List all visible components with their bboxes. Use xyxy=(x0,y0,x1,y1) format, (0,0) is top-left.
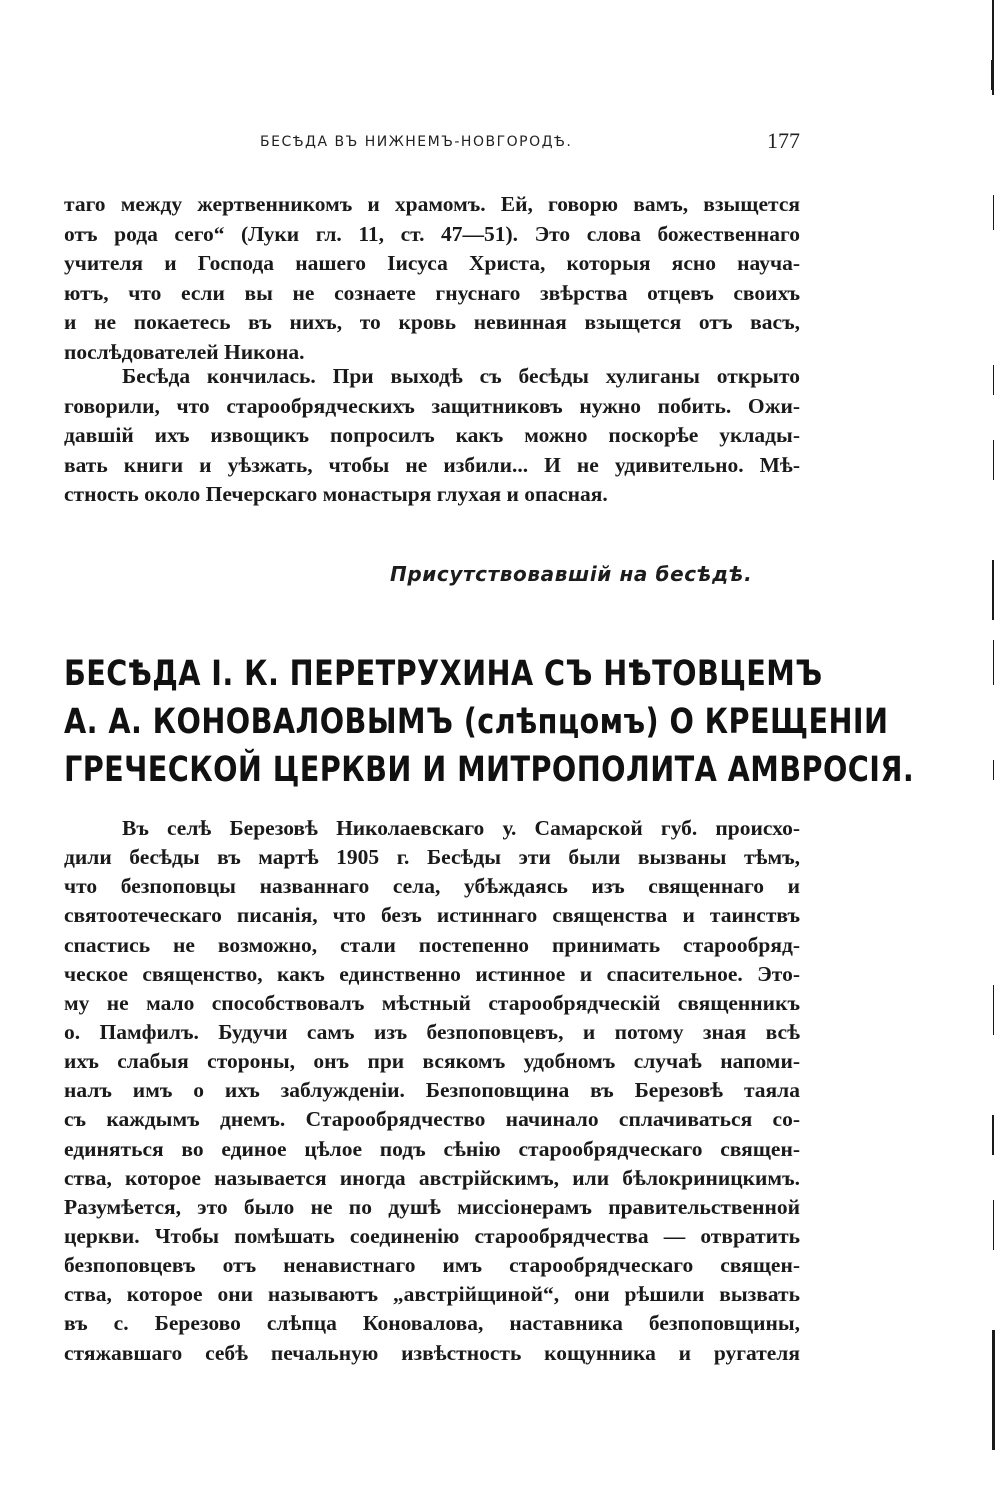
text-line: дили бесѣды въ мартѣ 1905 г. Бесѣды эти были вызваны тѣмъ, xyxy=(64,845,800,870)
text-line: стяжавшаго себѣ печальную извѣстность кощунника и ругателя xyxy=(64,1340,800,1365)
text-line: съ каждымъ днемъ. Старообрядчество начинало сплачиваться со- xyxy=(64,1107,800,1132)
text-line: давшій ихъ извощикъ попросилъ какъ можно поскорѣе уклады- xyxy=(64,423,800,448)
scan-edge-mark xyxy=(991,60,994,90)
text-line: говорили, что старообрядческихъ защитниковъ нужно побить. Ожи- xyxy=(64,393,800,418)
text-line: ютъ, что если вы не сознаете гнуснаго звѣрства отцевъ своихъ xyxy=(64,280,800,305)
heading-line: БЕСѢДА І. К. ПЕРЕТРУХИНА СЪ НѢТОВЦЕМЪ xyxy=(64,654,823,694)
text-line: Бесѣда кончилась. При выходѣ съ бесѣды хулиганы открыто xyxy=(122,364,800,388)
text-line: единяться во единое цѣлое подъ сѣнію старообрядческаго священ- xyxy=(64,1136,800,1161)
text-line: спастись не возможно, стали постепенно принимать старообряд- xyxy=(64,932,800,957)
text-line: таго между жертвенникомъ и храмомъ. Ей, говорю вамъ, взыщется xyxy=(64,192,800,216)
text-line: и не покаетесь въ нихъ, то кровь невинная взыщется отъ васъ, xyxy=(64,310,800,335)
scan-edge-mark xyxy=(993,640,994,685)
text-line: отъ рода сего“ (Луки гл. 11, ст. 47—51). Это слова божественнаго xyxy=(64,221,800,246)
heading-line: ГРЕЧЕСКОЙ ЦЕРКВИ И МИТРОПОЛИТА АМВРОСІЯ. xyxy=(64,750,915,790)
running-title: БЕСѢДА ВЪ НИЖНЕМЪ-НОВГОРОДѢ. xyxy=(260,134,573,150)
paragraph-conclusion xyxy=(64,362,800,510)
text-line: въ с. Березово слѣпца Коновалова, наставника безпоповщины, xyxy=(64,1311,800,1336)
text-line: Въ селѣ Березовѣ Николаевскаго у. Самарской губ. происхо- xyxy=(122,816,800,840)
scan-edge-marks xyxy=(986,0,1000,1504)
text-line: ства, которое они называютъ „австрійщиной“, они рѣшили вызвать xyxy=(64,1282,800,1307)
scan-edge-mark xyxy=(993,1200,994,1250)
text-line: стность около Печерскаго монастыря глухая и опасная. xyxy=(64,482,608,507)
heading-line: А. А. КОНОВАЛОВЫМЪ (слѣпцомъ) О КРЕЩЕНІИ xyxy=(64,702,889,742)
article-body xyxy=(64,814,800,1368)
text-line: безпоповцевъ отъ ненавистнаго имъ старообрядческаго священ- xyxy=(64,1253,800,1278)
paragraph-continuation xyxy=(64,190,800,368)
text-line: Разумѣется, это было не по душѣ миссіонерамъ правительственной xyxy=(64,1194,800,1219)
scan-edge-mark xyxy=(992,560,994,620)
scan-edge-mark xyxy=(993,440,994,480)
article-heading xyxy=(64,650,915,794)
scan-edge-mark xyxy=(992,1330,995,1450)
scan-edge-mark xyxy=(993,760,994,780)
text-line: что безпоповцы названнаго села, убѣждаясь изъ священнаго и xyxy=(64,874,800,899)
text-line: о. Памфилъ. Будучи самъ изъ безпоповцевъ, и потому зная всѣ xyxy=(64,1019,800,1044)
scan-edge-mark xyxy=(993,985,994,1035)
signature: Присутствовавшій на бесѣдѣ. xyxy=(390,562,753,586)
text-line: му не мало способствовалъ мѣстный старообрядческій священникъ xyxy=(64,990,800,1015)
text-line: послѣдователей Никона. xyxy=(64,339,305,364)
scan-edge-mark xyxy=(993,365,994,395)
scan-edge-mark xyxy=(992,1115,994,1155)
page-number: 177 xyxy=(767,128,800,153)
text-line: ства, которое называется иногда австрійскимъ, или бѣлокриницкимъ. xyxy=(64,1165,800,1190)
scan-edge-mark xyxy=(993,195,994,230)
text-line: вать книги и уѣзжать, чтобы не избили... И не удивительно. Мѣ- xyxy=(64,452,800,477)
text-line: ихъ слабыя стороны, онъ при всякомъ удобномъ случаѣ напоми- xyxy=(64,1049,800,1074)
running-head xyxy=(64,128,804,162)
text-line: церкви. Чтобы помѣшать соединенію старообрядчества — отвратить xyxy=(64,1223,800,1248)
text-line: учителя и Господа нашего Іисуса Христа, которыя ясно научa- xyxy=(64,251,800,276)
text-line: святоотеческаго писанія, что безъ истиннаго священства и таинствъ xyxy=(64,903,800,928)
text-line: налъ имъ о ихъ заблужденіи. Безпоповщина въ Березовѣ таяла xyxy=(64,1078,800,1103)
text-line: ческое священство, какъ единственно истинное и спасительное. Это- xyxy=(64,961,800,986)
